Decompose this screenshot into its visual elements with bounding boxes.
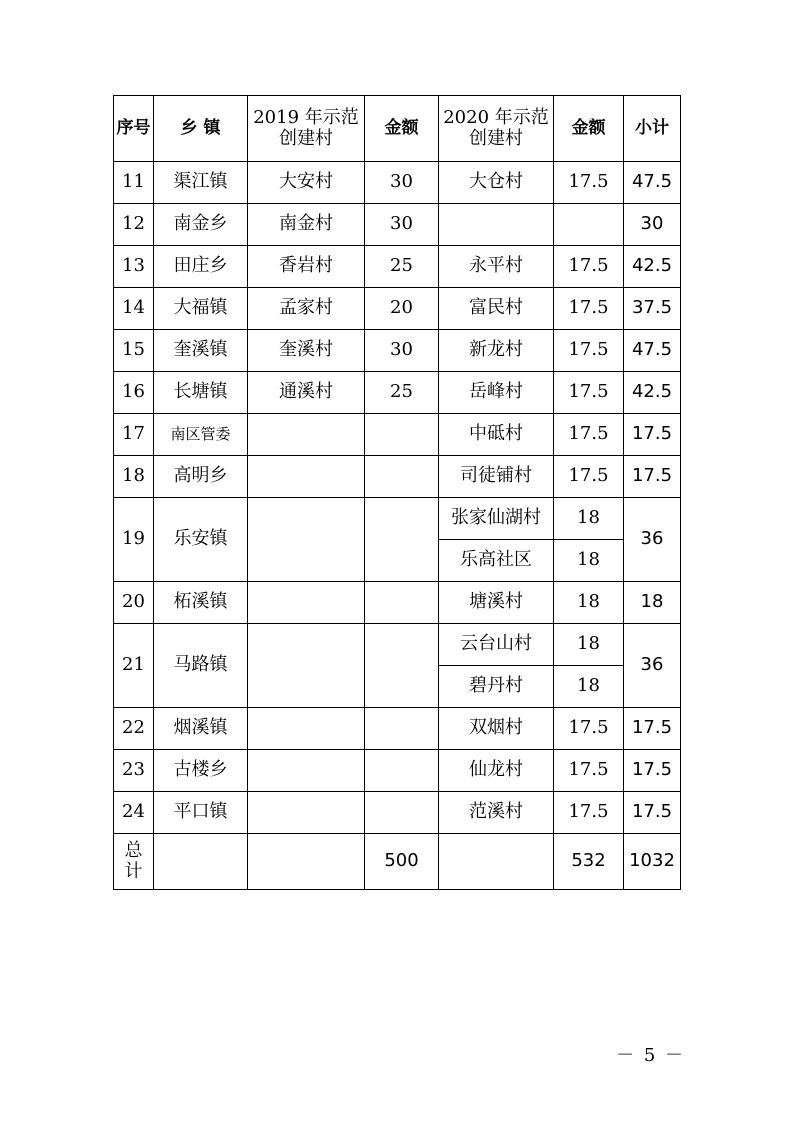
town-cell: 渠江镇	[154, 162, 248, 204]
table-row	[114, 372, 681, 414]
village-2019-cell: 南金村	[248, 204, 365, 246]
seq-cell: 15	[114, 330, 154, 372]
amount-2020-cell: 18	[554, 540, 624, 582]
subtotal-cell: 37.5	[624, 288, 681, 330]
village-2020-cell: 岳峰村	[439, 372, 554, 414]
amount-2020-cell	[554, 204, 624, 246]
village-2020-cell: 塘溪村	[439, 582, 554, 624]
total-subtotal: 1032	[624, 834, 681, 890]
table-row	[114, 498, 681, 540]
subtotal-cell: 36	[624, 498, 681, 582]
village-2019-cell	[248, 498, 365, 582]
amount-2020-cell: 17.5	[554, 750, 624, 792]
total-amount-2020: 532	[554, 834, 624, 890]
village-2019-cell	[248, 414, 365, 456]
subtotal-cell: 30	[624, 204, 681, 246]
table-row	[114, 750, 681, 792]
village-2019-cell	[248, 708, 365, 750]
town-cell: 南区管委	[154, 414, 248, 456]
amount-2019-cell: 25	[365, 246, 439, 288]
village-2020-cell: 碧丹村	[439, 666, 554, 708]
subtotal-cell: 47.5	[624, 330, 681, 372]
header-town: 乡 镇	[154, 96, 248, 162]
amount-2020-cell: 17.5	[554, 414, 624, 456]
seq-cell: 13	[114, 246, 154, 288]
table-row	[114, 456, 681, 498]
table-row	[114, 288, 681, 330]
total-village-2020-cell	[439, 834, 554, 890]
table-row	[114, 708, 681, 750]
amount-2020-cell: 17.5	[554, 792, 624, 834]
village-2019-cell	[248, 792, 365, 834]
town-cell: 田庄乡	[154, 246, 248, 288]
amount-2020-cell: 18	[554, 498, 624, 540]
seq-cell: 12	[114, 204, 154, 246]
village-2020-cell: 乐高社区	[439, 540, 554, 582]
town-cell: 柘溪镇	[154, 582, 248, 624]
seq-cell: 19	[114, 498, 154, 582]
village-2020-cell: 范溪村	[439, 792, 554, 834]
amount-2019-cell	[365, 750, 439, 792]
total-label: 总 计	[114, 834, 154, 890]
table-row	[114, 246, 681, 288]
village-2020-cell: 中砥村	[439, 414, 554, 456]
amount-2019-cell	[365, 582, 439, 624]
subtotal-cell: 47.5	[624, 162, 681, 204]
seq-cell: 16	[114, 372, 154, 414]
subtotal-cell: 17.5	[624, 792, 681, 834]
amount-2020-cell: 17.5	[554, 456, 624, 498]
subtotal-cell: 42.5	[624, 246, 681, 288]
amount-2020-cell: 17.5	[554, 288, 624, 330]
header-amount-2020: 金额	[554, 96, 624, 162]
total-amount-2019: 500	[365, 834, 439, 890]
town-cell: 烟溪镇	[154, 708, 248, 750]
town-cell: 长塘镇	[154, 372, 248, 414]
header-row	[114, 96, 681, 162]
table-row	[114, 582, 681, 624]
village-2019-cell: 大安村	[248, 162, 365, 204]
village-2020-cell: 新龙村	[439, 330, 554, 372]
town-cell: 平口镇	[154, 792, 248, 834]
seq-cell: 23	[114, 750, 154, 792]
total-village-2019-cell	[248, 834, 365, 890]
seq-cell: 17	[114, 414, 154, 456]
amount-2019-cell	[365, 498, 439, 582]
village-2020-cell: 仙龙村	[439, 750, 554, 792]
subtotal-cell: 42.5	[624, 372, 681, 414]
village-2020-cell: 张家仙湖村	[439, 498, 554, 540]
seq-cell: 24	[114, 792, 154, 834]
subtotal-cell: 17.5	[624, 750, 681, 792]
village-2019-cell	[248, 750, 365, 792]
village-2019-cell	[248, 582, 365, 624]
seq-cell: 18	[114, 456, 154, 498]
village-2020-cell: 富民村	[439, 288, 554, 330]
town-cell: 马路镇	[154, 624, 248, 708]
table-row	[114, 792, 681, 834]
allocation-table	[113, 95, 681, 890]
subtotal-cell: 18	[624, 582, 681, 624]
village-2020-cell: 永平村	[439, 246, 554, 288]
header-amount-2019: 金额	[365, 96, 439, 162]
header-village-2019: 2019 年示范创建村	[248, 96, 365, 162]
header-village-2020: 2020 年示范创建村	[439, 96, 554, 162]
amount-2020-cell: 17.5	[554, 372, 624, 414]
table-row	[114, 162, 681, 204]
subtotal-cell: 17.5	[624, 414, 681, 456]
table-row	[114, 414, 681, 456]
table-row	[114, 624, 681, 666]
amount-2020-cell: 17.5	[554, 330, 624, 372]
amount-2019-cell	[365, 456, 439, 498]
village-2019-cell	[248, 456, 365, 498]
amount-2019-cell: 30	[365, 330, 439, 372]
town-cell: 古楼乡	[154, 750, 248, 792]
amount-2020-cell: 18	[554, 582, 624, 624]
amount-2019-cell	[365, 624, 439, 708]
seq-cell: 11	[114, 162, 154, 204]
village-2019-cell: 奎溪村	[248, 330, 365, 372]
town-cell: 南金乡	[154, 204, 248, 246]
amount-2020-cell: 18	[554, 624, 624, 666]
seq-cell: 21	[114, 624, 154, 708]
table-row	[114, 204, 681, 246]
subtotal-cell: 17.5	[624, 708, 681, 750]
header-subtotal: 小计	[624, 96, 681, 162]
amount-2019-cell	[365, 414, 439, 456]
seq-cell: 22	[114, 708, 154, 750]
amount-2019-cell	[365, 708, 439, 750]
amount-2019-cell: 20	[365, 288, 439, 330]
amount-2020-cell: 17.5	[554, 162, 624, 204]
village-2020-cell	[439, 204, 554, 246]
amount-2020-cell: 17.5	[554, 708, 624, 750]
seq-cell: 20	[114, 582, 154, 624]
town-cell: 大福镇	[154, 288, 248, 330]
amount-2020-cell: 17.5	[554, 246, 624, 288]
header-seq: 序号	[114, 96, 154, 162]
village-2020-cell: 大仓村	[439, 162, 554, 204]
page-number: － 5 －	[616, 1045, 685, 1066]
amount-2019-cell: 25	[365, 372, 439, 414]
village-2020-cell: 司徒铺村	[439, 456, 554, 498]
amount-2019-cell	[365, 792, 439, 834]
town-cell: 乐安镇	[154, 498, 248, 582]
seq-cell: 14	[114, 288, 154, 330]
subtotal-cell: 17.5	[624, 456, 681, 498]
village-2019-cell	[248, 624, 365, 708]
total-town-cell	[154, 834, 248, 890]
amount-2020-cell: 18	[554, 666, 624, 708]
amount-2019-cell: 30	[365, 204, 439, 246]
town-cell: 奎溪镇	[154, 330, 248, 372]
village-2019-cell: 通溪村	[248, 372, 365, 414]
village-2019-cell: 香岩村	[248, 246, 365, 288]
village-2020-cell: 双烟村	[439, 708, 554, 750]
table-row	[114, 330, 681, 372]
town-cell: 高明乡	[154, 456, 248, 498]
village-2020-cell: 云台山村	[439, 624, 554, 666]
subtotal-cell: 36	[624, 624, 681, 708]
amount-2019-cell: 30	[365, 162, 439, 204]
total-row	[114, 834, 681, 890]
village-2019-cell: 孟家村	[248, 288, 365, 330]
